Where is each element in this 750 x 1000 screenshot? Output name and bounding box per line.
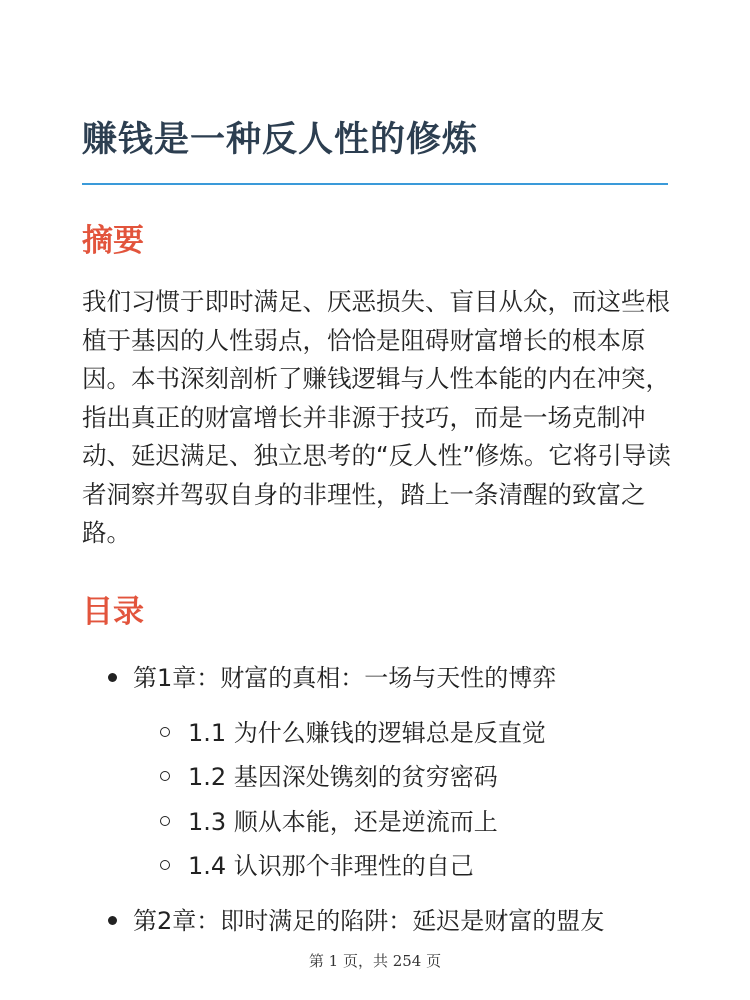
toc-chapter-1[interactable] <box>108 660 556 696</box>
title-divider <box>82 183 668 185</box>
toc-section-label: 1.4 认识那个非理性的自己 <box>188 852 474 880</box>
bullet-dot-icon <box>108 916 117 925</box>
toc-heading: 目录 <box>82 594 144 630</box>
toc-section-1-4[interactable] <box>160 848 474 884</box>
toc-chapter-label: 第1章：财富的真相：一场与天性的博弈 <box>133 664 557 692</box>
toc-section-label: 1.3 顺从本能，还是逆流而上 <box>188 808 498 836</box>
toc-section-1-1[interactable] <box>160 715 546 751</box>
page-number: 第 1 页，共 254 页 <box>308 952 442 970</box>
bullet-circle-icon <box>160 727 170 737</box>
bullet-circle-icon <box>160 771 170 781</box>
toc-chapter-label: 第2章：即时满足的陷阱：延迟是财富的盟友 <box>133 907 605 935</box>
abstract-text: 我们习惯于即时满足、厌恶损失、盲目从众，而这些根植于基因的人性弱点，恰恰是阻碍财富增长的根本原因。本书深刻剖析了赚钱逻辑与人性本能的内在冲突，指出真正的财富增长并非源于技巧，而是一场克制冲动、延迟满足、独立思考的“反人性”修炼。它将引导读者洞察并驾驭自身的非理性，踏上一条清醒的致富之路。 <box>82 287 671 547</box>
bullet-circle-icon <box>160 860 170 870</box>
book-title: 赚钱是一种反人性的修炼 <box>82 120 479 160</box>
toc-section-label: 1.2 基因深处镌刻的贫穷密码 <box>188 763 498 791</box>
toc-chapter-2[interactable] <box>108 903 604 939</box>
toc-section-1-2[interactable] <box>160 759 498 795</box>
bullet-circle-icon <box>160 816 170 826</box>
toc-section-1-3[interactable] <box>160 804 498 840</box>
abstract-heading: 摘要 <box>82 223 144 259</box>
bullet-dot-icon <box>108 673 117 682</box>
toc-section-label: 1.1 为什么赚钱的逻辑总是反直觉 <box>188 719 546 747</box>
